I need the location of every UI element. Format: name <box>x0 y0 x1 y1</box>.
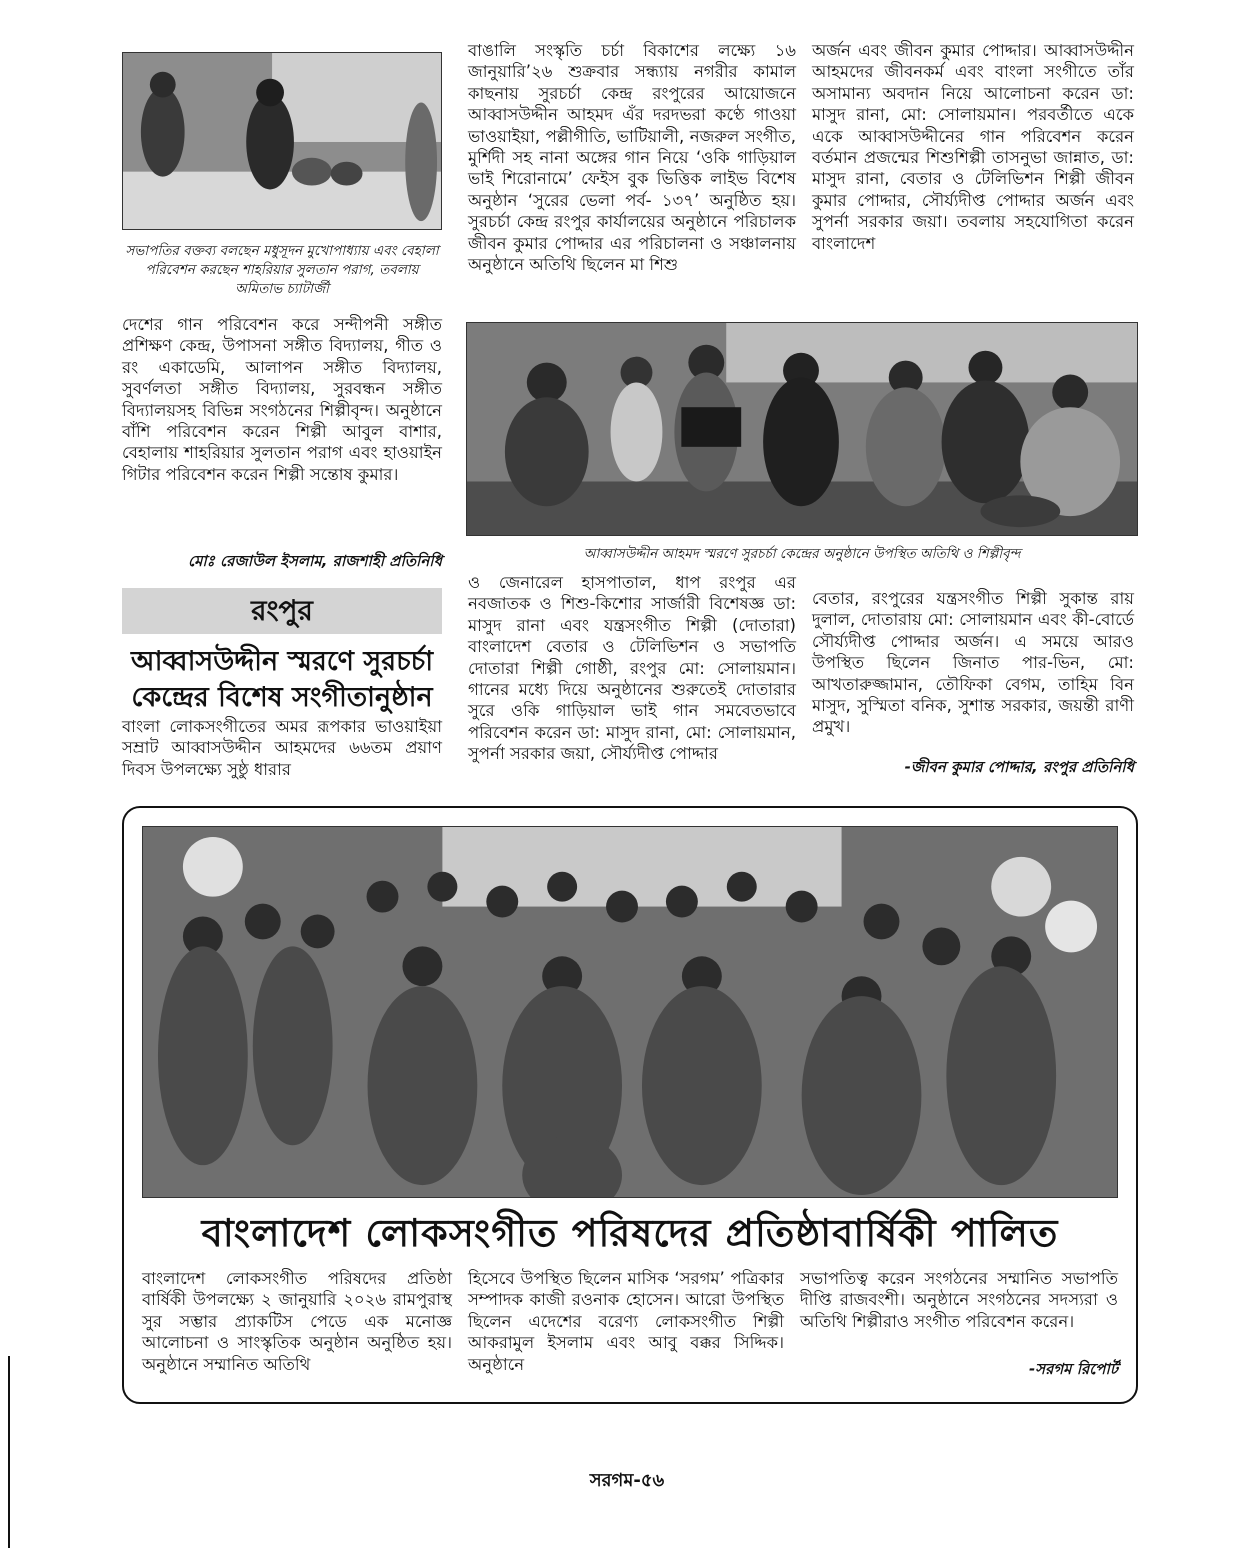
violin-tabla-photo <box>122 52 442 230</box>
group-photo <box>142 826 1118 1198</box>
top-left-byline: মোঃ রেজাউল ইসলাম, রাজশাহী প্রতিনিধি <box>188 552 442 570</box>
bottom-story-headline: বাংলাদেশ লোকসংগীত পরিষদের প্রতিষ্ঠাবার্ষিকী পালিত <box>201 1211 1059 1255</box>
top-right-article-body: অর্জন এবং জীবন কুমার পোদ্দার। আব্বাসউদ্দীন আহমদের জীবনকর্ম এবং বাংলা সংগীতে তাঁর অসামান্য অবদান নিয়ে আলোচনা করেন ডা: মাসুদ রানা, মো: সোলায়মান। পরবর্তীতে একে একে আব্বাসউদ্দীনের গান পরিবেশন করেন বর্তমান প্রজন্মের শিশুশিল্পী তাসনুভা জান্নাত, ডা: মাসুদ রানা, বেতার ও টেলিভিশন শিল্পী জীবন কুমার পোদ্দার, সৌর্য্যদীপ্ত পোদ্দার অর্জন এবং সুপর্না সরকার জয়া। তবলায় সহযোগিতা করেন বাংলাদেশ <box>812 41 1134 253</box>
group-photo-placeholder-graphic <box>143 827 1117 1197</box>
section-title-rangpur: রংপুর <box>122 588 442 634</box>
event-photo-placeholder-graphic <box>467 323 1137 535</box>
rangpur-body-col2: ও জেনারেল হাসপাতাল, ধাপ রংপুর এর নবজাতক ও শিশু-কিশোর সার্জারী বিশেষজ্ঞ ডা: মাসুদ রানা এবং যন্ত্রসংগীত শিল্পী (দোতারা) বাংলাদেশ বেতার ও টেলিভিশন ও সভাপতি দোতারা শিল্পী গোষ্ঠী, রংপুর মো: সোলায়মান। গানের মধ্যে দিয়ে অনুষ্ঠানের শুরুতেই দোতারার সুরে ওকি গাড়িয়াল ভাই গান সমবেতভাবে পরিবেশন করেন ডা: মাসুদ রানা, মো: সোলায়মান, সুপর্না সরকার জয়া, সৌর্য্যদীপ্ত পোদ্দার <box>468 573 796 764</box>
rangpur-headline: আব্বাসউদ্দীন স্মরণে সুরচর্চা কেন্দ্রের বিশেষ সংগীতানুষ্ঠান <box>130 646 434 713</box>
top-middle-article-body: বাঙালি সংস্কৃতি চর্চা বিকাশের লক্ষ্যে ১৬ জানুয়ারি’২৬ শুক্রবার সন্ধ্যায় নগরীর কামাল কাছনায় সুরচর্চা কেন্দ্র রংপুরের আয়োজনে আব্বাসউদ্দীন আহমদ এঁর দরদভরা কণ্ঠে গাওয়া ভাওয়াইয়া, পল্লীগীতি, ভাটিয়ালী, নজরুল সংগীত, মুর্শিদী সহ নানা অঙ্গের গান নিয়ে ‘ওকি গাড়িয়াল ভাই শিরোনামে’ ফেইস বুক ভিত্তিক লাইভ বিশেষ অনুষ্ঠান ‘সুরের ভেলা পর্ব- ১৩৭’ অনুষ্ঠিত হয়। সুরচর্চা কেন্দ্র রংপুর কার্যালয়ের অনুষ্ঠানে পরিচালক জীবন কুমার পোদ্দার এর পরিচালনা ও সঞ্চালনায় অনুষ্ঠানে অতিথি ছিলেন মা শিশু <box>468 41 796 275</box>
photo-placeholder-graphic <box>123 53 441 229</box>
page-number: সরগম-৫৬ <box>589 1470 665 1491</box>
bottom-story-col2: হিসেবে উপস্থিত ছিলেন মাসিক ‘সরগম’ পত্রিকার সম্পাদক কাজী রওনাক হোসেন। আরো উপস্থিত ছিলেন এদেশের বরেণ্য লোকসংগীত শিল্পী আকরামুল ইসলাম এবং আবু বক্কর সিদ্দিক। অনুষ্ঠানে <box>468 1269 784 1374</box>
middle-photo-caption: আব্বাসউদ্দীন আহমদ স্মরণে সুরচর্চা কেন্দ্রের অনুষ্ঠানে উপস্থিত অতিথি ও শিল্পীবৃন্দ <box>583 546 1021 562</box>
rangpur-byline: -জীবন কুমার পোদ্দার, রংপুর প্রতিনিধি <box>904 758 1134 776</box>
bottom-story-byline: -সরগম রিপোর্ট <box>1028 1360 1118 1378</box>
rangpur-body-col3: বেতার, রংপুরের যন্ত্রসংগীত শিল্পী সুকান্ত রায় দুলাল, দোতারায় মো: সোলায়মান এবং কী-বোর্ডে সৌর্য্যদীপ্ত পোদ্দার অর্জন। এ সময়ে আরও উপস্থিত ছিলেন জিনাত পার-ভিন, মো: আখতারুজ্জামান, তৌফিকা বেগম, তাহিম বিন মাসুদ, সুস্মিতা বনিক, সুশান্ত সরকার, জয়ন্তী রাণী প্রমুখ। <box>812 589 1134 737</box>
surcharcha-event-photo <box>466 322 1138 536</box>
rangpur-body-col1: বাংলা লোকসংগীতের অমর রূপকার ভাওয়াইয়া সম্রাট আব্বাসউদ্দীন আহমদের ৬৬তম প্রয়াণ দিবস উপলক্ষ্যে সুষ্ঠু ধারার <box>122 717 442 779</box>
left-margin-rule <box>8 1356 10 1548</box>
bottom-story-col1: বাংলাদেশ লোকসংগীত পরিষদের প্রতিষ্ঠা বার্ষিকী উপলক্ষ্যে ২ জানুয়ারি ২০২৬ রামপুরাস্থ সুর সম্ভার প্র্যাকটিস পেডে এক মনোজ্ঞ আলোচনা ও সাংস্কৃতিক অনুষ্ঠান অনুষ্ঠিত হয়। অনুষ্ঠানে সম্মানিত অতিথি <box>142 1269 452 1374</box>
top-left-photo-caption: সভাপতির বক্তব্য বলছেন মধুসূদন মুখোপাধ্যায় এবং বেহালা পরিবেশন করছেন শাহরিয়ার সুলতান পরাগ, তবলায় অমিতাভ চ্যাটার্জী <box>125 243 439 297</box>
bottom-story-col3: সভাপতিত্ব করেন সংগঠনের সম্মানিত সভাপতি দীপ্তি রাজবংশী। অনুষ্ঠানে সংগঠনের সদস্যরা ও অতিথি শিল্পীরাও সংগীত পরিবেশন করেন। <box>800 1269 1118 1331</box>
top-left-article-body: দেশের গান পরিবেশন করে সন্দীপনী সঙ্গীত প্রশিক্ষণ কেন্দ্র, উপাসনা সঙ্গীত বিদ্যালয়, গীত ও রং একাডেমি, আলাপন সঙ্গীত বিদ্যালয়, সুবর্ণলতা সঙ্গীত বিদ্যালয়, সুরবন্ধন সঙ্গীত বিদ্যালয়সহ বিভিন্ন সংগঠনের শিল্পীবৃন্দ। অনুষ্ঠানে বাঁশি পরিবেশন করেন শিল্পী আবুল বাশার, বেহালায় শাহরিয়ার সুলতান পরাগ এবং হাওয়াইন গিটার পরিবেশন করেন শিল্পী সন্তোষ কুমার। <box>122 315 442 484</box>
